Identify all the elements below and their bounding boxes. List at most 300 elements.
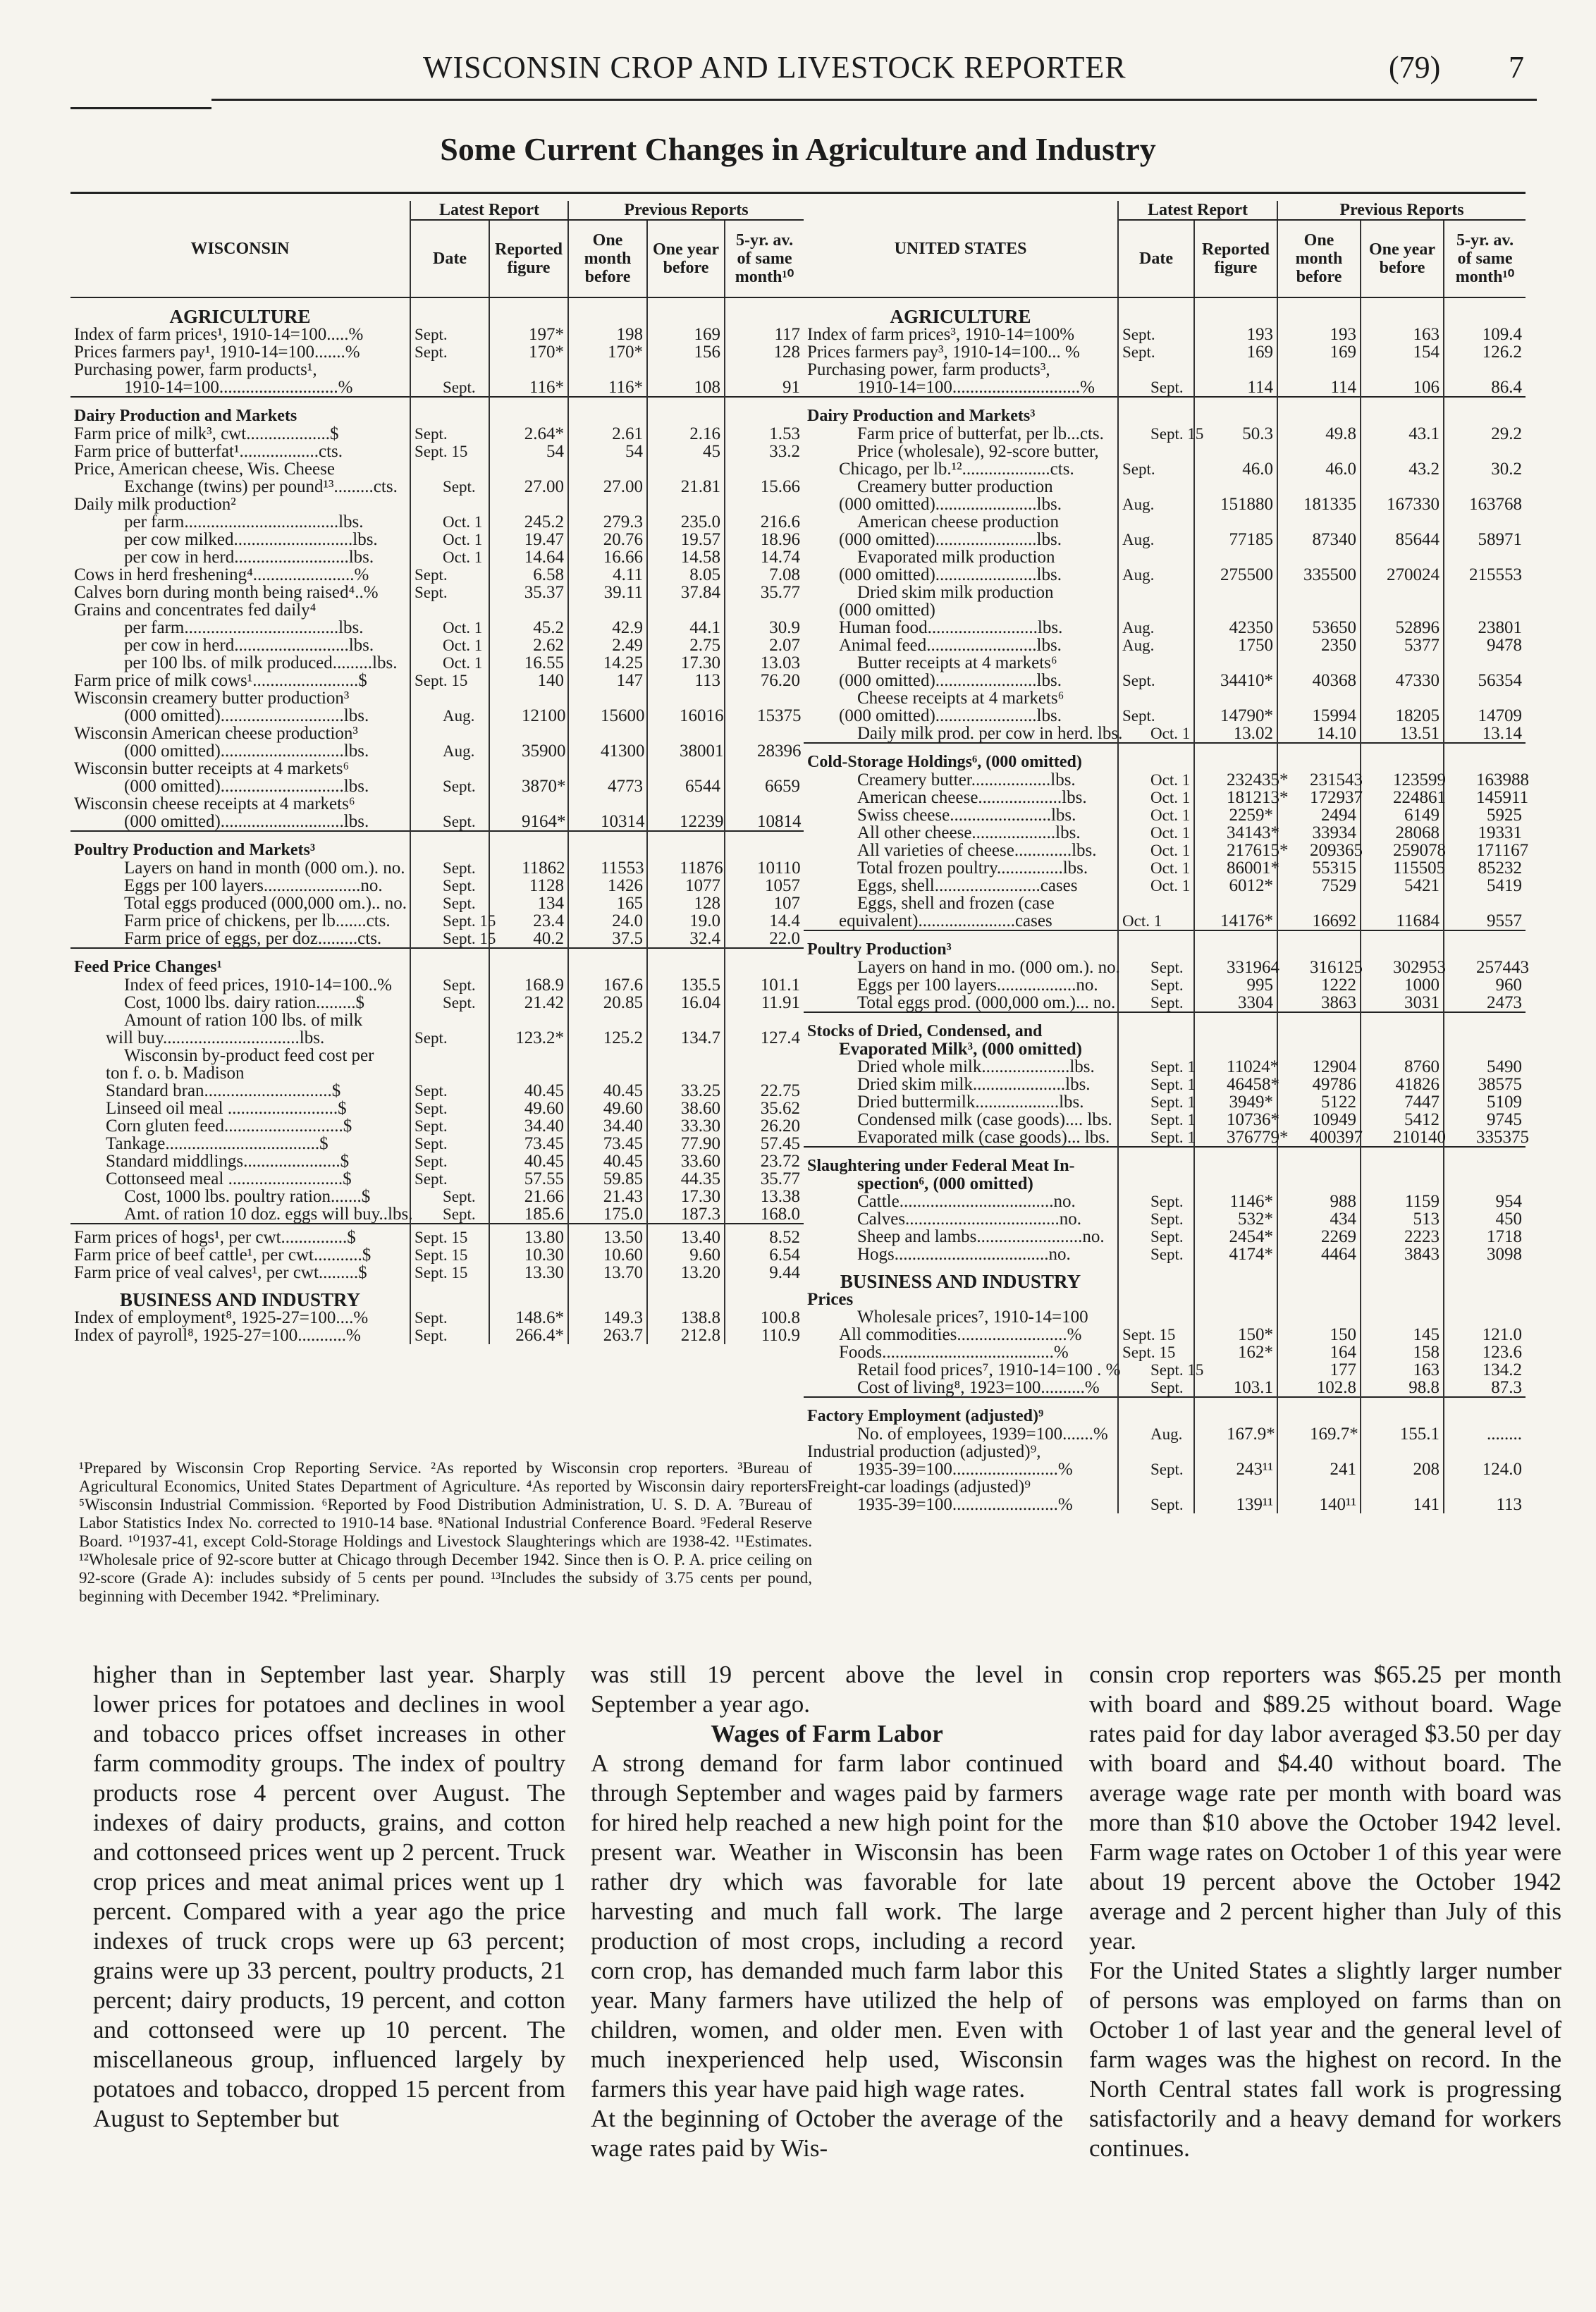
- value-cell: 158: [1361, 1343, 1444, 1361]
- value-cell: 14.4: [769, 911, 801, 930]
- table-row: [70, 425, 804, 443]
- wi-region-header: WISCONSIN: [70, 201, 410, 297]
- value-cell: [1277, 1147, 1361, 1175]
- value-cell: [647, 1064, 725, 1082]
- value-cell: 35900: [489, 742, 568, 760]
- table-row: [70, 478, 804, 496]
- value-cell: 169.7*: [1277, 1425, 1361, 1443]
- table-row: [804, 1076, 1526, 1093]
- date-cell: [410, 496, 489, 513]
- value-cell: 187.3: [647, 1205, 725, 1224]
- table-row: [804, 743, 1526, 771]
- date-cell: Sept.: [1118, 326, 1194, 343]
- value-cell: 46458*: [1194, 1076, 1277, 1093]
- section-heading: Dairy Production and Markets³: [804, 397, 1118, 425]
- section-heading: Cold-Storage Holdings⁶, (000 omitted): [804, 743, 1118, 771]
- value-cell: [1361, 297, 1444, 326]
- row-label: Freight-car loadings (adjusted)⁹: [804, 1478, 1118, 1496]
- value-cell: 17.30: [647, 1188, 725, 1205]
- value-cell: 8760: [1361, 1058, 1444, 1076]
- row-label: Index of farm prices³, 1910-14=100%: [804, 326, 1118, 343]
- table-row: [804, 1129, 1526, 1147]
- value-cell: 5419: [1487, 876, 1523, 895]
- value-cell: 13.70: [568, 1264, 647, 1281]
- row-label: Cheese receipts at 4 markets⁶: [804, 689, 1118, 707]
- date-cell: Oct. 1: [1118, 912, 1194, 930]
- section-heading: BUSINESS AND INDUSTRY: [70, 1281, 410, 1309]
- value-cell: 16.55: [489, 654, 568, 672]
- table-row: [804, 877, 1526, 894]
- value-cell: 6012*: [1194, 877, 1277, 894]
- table-row: [804, 1228, 1526, 1246]
- table-row: [70, 930, 804, 948]
- value-cell: 22.75: [760, 1081, 801, 1100]
- row-label: Grains and concentrates fed daily⁴: [70, 601, 410, 619]
- value-cell: 513: [1361, 1210, 1444, 1228]
- row-label: Eggs, shell and frozen (case: [804, 894, 1118, 912]
- row-label: Cattle...................................no.: [804, 1193, 1118, 1210]
- value-cell: 9557: [1487, 911, 1523, 930]
- value-cell: 33934: [1277, 824, 1361, 842]
- value-cell: 73.45: [489, 1135, 568, 1152]
- table-row: [804, 1361, 1526, 1379]
- value-cell: 175.0: [568, 1205, 647, 1224]
- section-heading: Factory Employment (adjusted)⁹: [804, 1397, 1118, 1425]
- date-cell: Sept.: [1118, 1246, 1194, 1263]
- date-cell: [1118, 297, 1194, 326]
- value-cell: [1194, 1291, 1277, 1308]
- value-cell: 215553: [1469, 565, 1523, 584]
- value-cell: 150: [1277, 1326, 1361, 1343]
- row-label: (000 omitted).......................lbs.: [804, 496, 1118, 513]
- value-cell: 126.2: [1482, 343, 1523, 362]
- section-heading: AGRICULTURE: [804, 297, 1118, 326]
- value-cell: 108: [647, 379, 725, 397]
- table-row: [804, 912, 1526, 930]
- value-cell: 224861: [1361, 789, 1444, 806]
- value-cell: 170*: [489, 343, 568, 361]
- date-cell: [1118, 601, 1194, 619]
- date-cell: Sept.: [1118, 1228, 1194, 1246]
- value-cell: [725, 601, 804, 619]
- section-heading: Poultry Production³: [804, 930, 1118, 959]
- row-label: American cheese production: [804, 513, 1118, 531]
- value-cell: [1277, 1397, 1361, 1425]
- value-cell: 58971: [1478, 530, 1523, 549]
- value-cell: [1194, 1175, 1277, 1193]
- value-cell: 2454*: [1194, 1228, 1277, 1246]
- value-cell: 6.58: [489, 566, 568, 584]
- value-cell: [489, 725, 568, 742]
- date-cell: [410, 831, 489, 859]
- date-cell: [410, 297, 489, 326]
- date-cell: Sept. 15: [410, 672, 489, 689]
- value-cell: 4773: [568, 777, 647, 795]
- table-row: [804, 637, 1526, 654]
- value-cell: 170*: [568, 343, 647, 361]
- value-cell: 85644: [1361, 531, 1444, 548]
- value-cell: 210140: [1361, 1129, 1444, 1147]
- value-cell: [1361, 513, 1444, 531]
- value-cell: 216.6: [760, 512, 801, 531]
- value-cell: 168.9: [489, 976, 568, 994]
- header-rule: [211, 99, 1537, 101]
- value-cell: 77.90: [647, 1135, 725, 1152]
- row-label: (000 omitted).......................lbs.: [804, 531, 1118, 548]
- row-label: Eggs per 100 layers......................no.: [70, 877, 410, 894]
- page-title: Some Current Changes in Agriculture and Industry: [440, 131, 1156, 167]
- table-row: [70, 672, 804, 689]
- value-cell: 41826: [1361, 1076, 1444, 1093]
- value-cell: [1194, 894, 1277, 912]
- table-row: [70, 912, 804, 930]
- value-cell: 30.9: [769, 618, 801, 637]
- date-cell: [1118, 894, 1194, 912]
- table-row: [70, 531, 804, 548]
- value-cell: 163988: [1476, 770, 1529, 789]
- us-date-header: Date: [1118, 220, 1194, 297]
- table-row: [70, 379, 804, 397]
- value-cell: [489, 689, 568, 707]
- table-row: [70, 1064, 804, 1082]
- value-cell: 138.8: [647, 1309, 725, 1327]
- value-cell: [1277, 443, 1361, 460]
- value-cell: [1444, 1308, 1526, 1326]
- table-row: [70, 654, 804, 672]
- table-row: [70, 1117, 804, 1135]
- row-label: spection⁶, (000 omitted): [804, 1175, 1118, 1193]
- value-cell: 110.9: [761, 1326, 801, 1345]
- table-row: [804, 725, 1526, 743]
- us-five-yr-header: 5-yr. av. of same month¹⁰: [1444, 220, 1526, 297]
- value-cell: [568, 297, 647, 326]
- date-cell: Sept.: [410, 1309, 489, 1327]
- value-cell: 171167: [1476, 841, 1529, 860]
- table-row: [70, 1011, 804, 1029]
- date-cell: [1118, 1443, 1194, 1461]
- table-row: [804, 930, 1526, 959]
- value-cell: [1194, 1308, 1277, 1326]
- value-cell: 40.45: [489, 1152, 568, 1170]
- table-row: [804, 343, 1526, 361]
- row-label: Cost of living⁸, 1923=100..........%: [804, 1379, 1118, 1397]
- table-row: [70, 1170, 804, 1188]
- value-cell: 54: [568, 443, 647, 460]
- value-cell: 91: [782, 378, 801, 397]
- value-cell: 39.11: [568, 584, 647, 601]
- value-cell: [647, 725, 725, 742]
- row-label: Cottonseed meal ..........................$: [70, 1170, 410, 1188]
- value-cell: 50.3: [1194, 425, 1277, 443]
- table-row: [70, 496, 804, 513]
- value-cell: 2350: [1277, 637, 1361, 654]
- row-label: Chicago, per lb.¹²....................cts.: [804, 460, 1118, 478]
- value-cell: 28396: [757, 742, 802, 761]
- date-cell: Sept.: [1118, 994, 1194, 1012]
- date-cell: Sept.: [410, 1100, 489, 1117]
- value-cell: [725, 760, 804, 777]
- value-cell: 9164*: [489, 813, 568, 831]
- date-cell: Sept.: [1118, 1193, 1194, 1210]
- value-cell: [1194, 443, 1277, 460]
- row-label: Farm price of butterfat¹..................cts.: [70, 443, 410, 460]
- value-cell: [1444, 1147, 1526, 1175]
- value-cell: [1277, 1291, 1361, 1308]
- value-cell: 49.60: [568, 1100, 647, 1117]
- value-cell: [1444, 397, 1526, 425]
- value-cell: 12100: [489, 707, 568, 725]
- value-cell: 34410*: [1194, 672, 1277, 689]
- value-cell: 10814: [757, 812, 802, 831]
- value-cell: 259078: [1361, 842, 1444, 859]
- value-cell: [1194, 297, 1277, 326]
- value-cell: [568, 795, 647, 813]
- value-cell: 56354: [1478, 671, 1523, 690]
- value-cell: 2473: [1487, 993, 1523, 1012]
- row-label: equivalent)......................cases: [804, 912, 1118, 930]
- row-label: Linseed oil meal .........................$: [70, 1100, 410, 1117]
- value-cell: 121.0: [1482, 1325, 1523, 1344]
- row-label: All other cheese...................lbs.: [804, 824, 1118, 842]
- value-cell: 169: [1277, 343, 1361, 361]
- date-cell: Sept.: [1118, 976, 1194, 994]
- value-cell: 167.9*: [1194, 1425, 1277, 1443]
- value-cell: 86001*: [1194, 859, 1277, 877]
- value-cell: 117: [774, 325, 801, 344]
- date-cell: [1118, 548, 1194, 566]
- row-label: will buy...............................lbs.: [70, 1029, 410, 1047]
- row-label: Evaporated milk (case goods)... lbs.: [804, 1129, 1118, 1147]
- table-row: [804, 1443, 1526, 1461]
- date-cell: [1118, 1175, 1194, 1193]
- value-cell: 40368: [1277, 672, 1361, 689]
- row-label: Farm price of veal calves¹, per cwt.........$: [70, 1264, 410, 1281]
- value-cell: [1277, 1443, 1361, 1461]
- value-cell: 5109: [1487, 1093, 1523, 1112]
- row-label: (000 omitted)............................lbs.: [70, 742, 410, 760]
- date-cell: Sept. 15: [410, 1229, 489, 1246]
- value-cell: [725, 1011, 804, 1029]
- row-label: (000 omitted).......................lbs.: [804, 566, 1118, 584]
- value-cell: [1361, 1478, 1444, 1496]
- value-cell: 10110: [757, 859, 801, 878]
- table-row: [804, 1326, 1526, 1343]
- footnotes: ¹Prepared by Wisconsin Crop Reporting Service. ²As reported by Wisconsin crop reporters. ³Bureau of Agricultural Economics, United States Department of Agriculture. ⁴As reported by Wisconsin dairy reporters. ⁵Wisconsin Industrial Commission. ⁶Reported by Food Distribution Administration, U. S. D. A. ⁷Bureau of Labor Statistics Index No. corrected to 1910-14 base. ⁸National Industrial Conference Board. ⁹Federal Reserve Board. ¹⁰1937-41, except Cold-Storage Holdings and Livestock Slaughterings which are 1938-42. ¹¹Estimates. ¹²Wholesale price of 92-score butter at Chicago through December 1942. Since then is O. P. A. price ceiling on 92-score (Grade A): includes subsidy of 5 cents per pound. ¹³Includes the subsidy of 3.75 cents per pound, beginning with December 1942. *Preliminary.: [79, 1459, 812, 1605]
- value-cell: [489, 601, 568, 619]
- value-cell: 151880: [1194, 496, 1277, 513]
- value-cell: 163: [1361, 1361, 1444, 1379]
- date-cell: [1118, 654, 1194, 672]
- date-cell: Oct. 1: [410, 619, 489, 637]
- value-cell: 149.3: [568, 1309, 647, 1327]
- value-cell: 57.55: [489, 1170, 568, 1188]
- value-cell: [725, 948, 804, 976]
- value-cell: [1361, 548, 1444, 566]
- table-row: [804, 531, 1526, 548]
- value-cell: 177: [1277, 1361, 1361, 1379]
- row-label: All varieties of cheese.............lbs.: [804, 842, 1118, 859]
- value-cell: 22.0: [769, 929, 801, 948]
- value-cell: 44.1: [647, 619, 725, 637]
- value-cell: 169: [1194, 343, 1277, 361]
- value-cell: 231543: [1277, 771, 1361, 789]
- value-cell: [647, 1281, 725, 1309]
- row-label: Foods.......................................%: [804, 1343, 1118, 1361]
- value-cell: 8.52: [769, 1228, 801, 1247]
- date-cell: Oct. 1: [410, 654, 489, 672]
- row-label: (000 omitted).......................lbs.: [804, 672, 1118, 689]
- row-label: Evaporated milk production: [804, 548, 1118, 566]
- value-cell: 32.4: [647, 930, 725, 948]
- value-cell: 35.37: [489, 584, 568, 601]
- table-row: [804, 789, 1526, 806]
- wi-date-header: Date: [410, 220, 489, 297]
- row-label: (000 omitted).......................lbs.: [804, 707, 1118, 725]
- row-label: Layers on hand in mo. (000 om.). no.: [804, 959, 1118, 976]
- date-cell: [410, 760, 489, 777]
- value-cell: 21.43: [568, 1188, 647, 1205]
- table-row: [804, 1496, 1526, 1513]
- row-label: Purchasing power, farm products³,: [804, 361, 1118, 379]
- row-label: Total frozen poultry...............lbs.: [804, 859, 1118, 877]
- row-label: Amount of ration 100 lbs. of milk: [70, 1011, 410, 1029]
- table-row: [804, 1308, 1526, 1326]
- date-cell: Sept. 1: [1118, 1093, 1194, 1111]
- value-cell: 127.4: [760, 1028, 801, 1047]
- value-cell: 167330: [1361, 496, 1444, 513]
- value-cell: 124.0: [1482, 1460, 1523, 1479]
- article-column-1: [93, 1660, 565, 2134]
- table-row: [804, 397, 1526, 425]
- table-row: [70, 1152, 804, 1170]
- wi-one-month-header: One month before: [568, 220, 647, 297]
- value-cell: 7.08: [769, 565, 801, 584]
- value-cell: 8.05: [647, 566, 725, 584]
- value-cell: [1194, 361, 1277, 379]
- value-cell: 19.57: [647, 531, 725, 548]
- date-cell: Sept.: [410, 1170, 489, 1188]
- value-cell: [568, 496, 647, 513]
- date-cell: Oct. 1: [1118, 842, 1194, 859]
- value-cell: [725, 397, 804, 425]
- value-cell: [489, 831, 568, 859]
- value-cell: 198: [568, 326, 647, 343]
- row-label: 1935-39=100........................%: [804, 1461, 1118, 1478]
- table-row: [70, 1264, 804, 1281]
- value-cell: [1444, 1397, 1526, 1425]
- table-row: [804, 1093, 1526, 1111]
- table-row: [70, 460, 804, 478]
- value-cell: 10949: [1277, 1111, 1361, 1129]
- table-row: [804, 806, 1526, 824]
- value-cell: 30.2: [1491, 460, 1523, 479]
- date-cell: Sept.: [410, 343, 489, 361]
- value-cell: 150*: [1194, 1326, 1277, 1343]
- value-cell: [647, 831, 725, 859]
- value-cell: 335500: [1277, 566, 1361, 584]
- value-cell: 16016: [647, 707, 725, 725]
- table-row: [804, 460, 1526, 478]
- table-row: [804, 566, 1526, 584]
- value-cell: [489, 760, 568, 777]
- date-cell: Sept. 15: [1118, 1343, 1194, 1361]
- value-cell: 3843: [1361, 1246, 1444, 1263]
- table-row: [804, 859, 1526, 877]
- value-cell: 13.40: [647, 1229, 725, 1246]
- value-cell: 14.64: [489, 548, 568, 566]
- row-label: Animal feed.........................lbs.: [804, 637, 1118, 654]
- value-cell: 245.2: [489, 513, 568, 531]
- value-cell: [1194, 1147, 1277, 1175]
- row-label: Total eggs produced (000,000 om.).. no.: [70, 894, 410, 912]
- value-cell: 185.6: [489, 1205, 568, 1224]
- row-label: Wisconsin cheese receipts at 4 markets⁶: [70, 795, 410, 813]
- value-cell: 1750: [1194, 637, 1277, 654]
- table-row: [70, 397, 804, 425]
- date-cell: Oct. 1: [410, 513, 489, 531]
- value-cell: [725, 460, 804, 478]
- value-cell: [1361, 443, 1444, 460]
- table-row: [804, 824, 1526, 842]
- value-cell: 134.2: [1482, 1360, 1523, 1379]
- row-label: Retail food prices⁷, 1910-14=100 . %: [804, 1361, 1118, 1379]
- value-cell: 13.02: [1194, 725, 1277, 743]
- table-top-rule: [70, 192, 1526, 194]
- value-cell: 123.6: [1482, 1343, 1523, 1362]
- value-cell: 5412: [1361, 1111, 1444, 1129]
- table-row: [804, 1478, 1526, 1496]
- wi-five-yr-header: 5-yr. av. of same month¹⁰: [725, 220, 804, 297]
- value-cell: [568, 397, 647, 425]
- us-table-panel: [804, 201, 1529, 1514]
- date-cell: Sept. 15: [1118, 1326, 1194, 1343]
- table-row: [804, 1193, 1526, 1210]
- article-paragraph: consin crop reporters was $65.25 per month with board and $89.25 without board. Wage rates paid for day labor averaged $3.50 per day with board and $4.40 without board. The average wage rate per month with board was more than $10 above the October 1942 level. Farm wage rates on October 1 of this year were about 19 percent above the October 1942 average and 2 percent higher than July of this year.: [1089, 1661, 1561, 1955]
- value-cell: 3949*: [1194, 1093, 1277, 1111]
- value-cell: 147: [568, 672, 647, 689]
- value-cell: 123599: [1361, 771, 1444, 789]
- value-cell: 13.14: [1482, 724, 1523, 743]
- value-cell: [647, 1011, 725, 1029]
- row-label: 1910-14=100.............................%: [804, 379, 1118, 397]
- value-cell: [1444, 1291, 1526, 1308]
- value-cell: [1444, 654, 1526, 672]
- value-cell: 241: [1277, 1461, 1361, 1478]
- value-cell: [1444, 584, 1526, 601]
- value-cell: 279.3: [568, 513, 647, 531]
- table-row: [70, 1309, 804, 1327]
- article-paragraph: At the beginning of October the average of the wage rates paid by Wis-: [591, 2105, 1063, 2162]
- row-label: Farm price of eggs, per doz.........cts.: [70, 930, 410, 948]
- value-cell: [489, 795, 568, 813]
- date-cell: Aug.: [1118, 637, 1194, 654]
- value-cell: 400397: [1277, 1129, 1361, 1147]
- value-cell: 10314: [568, 813, 647, 831]
- value-cell: [1277, 297, 1361, 326]
- value-cell: [1444, 513, 1526, 531]
- running-header: [106, 49, 1524, 92]
- row-label: per 100 lbs. of milk produced.........lbs.: [70, 654, 410, 672]
- value-cell: 2269: [1277, 1228, 1361, 1246]
- value-cell: [1361, 361, 1444, 379]
- table-row: [804, 1210, 1526, 1228]
- value-cell: 302953: [1361, 959, 1444, 976]
- value-cell: 34143*: [1194, 824, 1277, 842]
- value-cell: 5925: [1487, 806, 1523, 825]
- value-cell: 55315: [1277, 859, 1361, 877]
- table-row: [804, 1246, 1526, 1263]
- value-cell: 43.2: [1361, 460, 1444, 478]
